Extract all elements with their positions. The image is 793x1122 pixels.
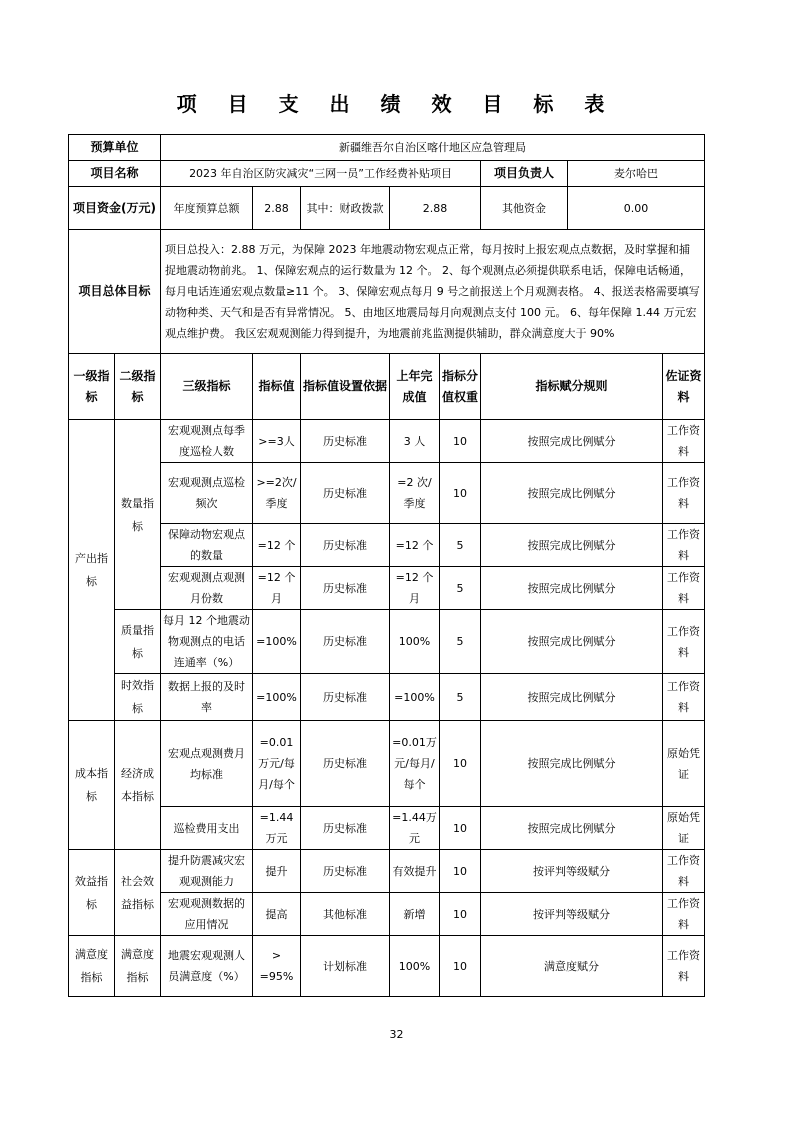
table-row <box>69 567 705 610</box>
indicator-last: 新增 <box>390 893 440 936</box>
indicator-evidence: 工作资料 <box>663 610 705 674</box>
col-rule: 指标赋分规则 <box>481 354 663 420</box>
indicator-rule: 按照完成比例赋分 <box>481 524 663 567</box>
indicator-value: =100% <box>253 610 301 674</box>
indicator-value: =1.44万元 <box>253 807 301 850</box>
indicator-weight: 10 <box>440 721 481 807</box>
indicator-name: 宏观观测点观测月份数 <box>161 567 253 610</box>
indicator-rule: 按照完成比例赋分 <box>481 463 663 524</box>
indicator-weight: 10 <box>440 936 481 997</box>
indicator-name: 地震宏观观测人员满意度（%） <box>161 936 253 997</box>
indicator-last: 100% <box>390 936 440 997</box>
table-row <box>69 420 705 463</box>
indicator-basis: 历史标准 <box>301 610 390 674</box>
indicator-basis: 历史标准 <box>301 721 390 807</box>
indicator-rule: 按照完成比例赋分 <box>481 610 663 674</box>
goal-text: 项目总投入：2.88 万元，为保障 2023 年地震动物宏观点正常，每月按时上报宏观点点数据，及时掌握和捕捉地震动物前兆。 1、保障宏观点的运行数量为 12 个。 2、每个观测点必须提供联系电话，保障电话畅通，每月电话连通宏观点数量≥11 个。 3、保障宏观点每月 9 号之前报送上个月观测表格。 4、报送表格需要填写动物种类、天气和是否有异常情况。 5、由地区地震局每月向观测点支付 100 元。 6、每年保障 1.44 万元宏观点维护费。 我区宏观观测能力得到提升，为地震前兆监测提供辅助，群众满意度大于 90% <box>161 230 705 354</box>
indicator-evidence: 工作资料 <box>663 936 705 997</box>
table-row <box>69 721 705 807</box>
table-row <box>69 674 705 721</box>
indicator-rule: 满意度赋分 <box>481 936 663 997</box>
indicator-value: =12 个 <box>253 524 301 567</box>
indicator-weight: 5 <box>440 610 481 674</box>
table-row <box>69 463 705 524</box>
category-satisfaction: 满意度指标 <box>69 936 115 997</box>
col-weight: 指标分值权重 <box>440 354 481 420</box>
indicator-value: >=3人 <box>253 420 301 463</box>
indicator-weight: 10 <box>440 850 481 893</box>
indicator-value: 提升 <box>253 850 301 893</box>
col-l2: 二级指标 <box>115 354 161 420</box>
category-cost: 成本指标 <box>69 721 115 850</box>
indicator-name: 宏观观测点巡检频次 <box>161 463 253 524</box>
other-value: 0.00 <box>568 187 705 230</box>
col-last: 上年完成值 <box>390 354 440 420</box>
unit-value: 新疆维吾尔自治区喀什地区应急管理局 <box>161 135 705 161</box>
page-title: 项 目 支 出 绩 效 目 标 表 <box>176 92 617 116</box>
indicator-weight: 10 <box>440 463 481 524</box>
page-number: 32 <box>389 1028 404 1041</box>
table-row <box>69 893 705 936</box>
indicator-rule: 按照完成比例赋分 <box>481 674 663 721</box>
table-row <box>69 610 705 674</box>
indicator-evidence: 工作资料 <box>663 567 705 610</box>
indicator-name: 数据上报的及时率 <box>161 674 253 721</box>
indicator-basis: 历史标准 <box>301 567 390 610</box>
category-benefit: 效益指标 <box>69 850 115 936</box>
indicator-weight: 5 <box>440 524 481 567</box>
indicator-last: =2 次/季度 <box>390 463 440 524</box>
indicator-evidence: 工作资料 <box>663 674 705 721</box>
indicator-weight: 5 <box>440 674 481 721</box>
table-row <box>69 850 705 893</box>
indicator-name: 宏观观测数据的应用情况 <box>161 893 253 936</box>
indicator-last: =12 个 <box>390 524 440 567</box>
indicator-rule: 按评判等级赋分 <box>481 893 663 936</box>
table-row <box>69 807 705 850</box>
indicator-evidence: 原始凭证 <box>663 721 705 807</box>
indicator-name: 宏观点观测费月均标准 <box>161 721 253 807</box>
indicator-rule: 按评判等级赋分 <box>481 850 663 893</box>
col-l3: 三级指标 <box>161 354 253 420</box>
leader-label: 项目负责人 <box>481 161 568 187</box>
indicator-weight: 10 <box>440 420 481 463</box>
indicator-weight: 10 <box>440 807 481 850</box>
indicator-evidence: 工作资料 <box>663 893 705 936</box>
indicator-last: =1.44万元 <box>390 807 440 850</box>
indicator-evidence: 工作资料 <box>663 463 705 524</box>
other-label: 其他资金 <box>481 187 568 230</box>
indicator-weight: 5 <box>440 567 481 610</box>
indicator-basis: 历史标准 <box>301 674 390 721</box>
indicator-last: 100% <box>390 610 440 674</box>
indicator-evidence: 工作资料 <box>663 420 705 463</box>
indicator-name: 宏观观测点每季度巡检人数 <box>161 420 253 463</box>
indicator-value: =12 个月 <box>253 567 301 610</box>
indicator-evidence: 原始凭证 <box>663 807 705 850</box>
category-satisfaction-sub: 满意度指标 <box>115 936 161 997</box>
indicator-name: 提升防震减灾宏观观测能力 <box>161 850 253 893</box>
category-economic-cost: 经济成本指标 <box>115 721 161 850</box>
category-timeliness: 时效指标 <box>115 674 161 721</box>
project-label: 项目名称 <box>69 161 161 187</box>
indicator-last: =100% <box>390 674 440 721</box>
table-row <box>69 524 705 567</box>
performance-table <box>68 134 704 984</box>
indicator-evidence: 工作资料 <box>663 850 705 893</box>
fiscal-label: 其中：财政拨款 <box>301 187 390 230</box>
indicator-basis: 历史标准 <box>301 850 390 893</box>
indicator-last: 有效提升 <box>390 850 440 893</box>
indicator-value: 提高 <box>253 893 301 936</box>
indicator-rule: 按照完成比例赋分 <box>481 567 663 610</box>
leader-value: 麦尔哈巴 <box>568 161 705 187</box>
unit-label: 预算单位 <box>69 135 161 161</box>
col-value: 指标值 <box>253 354 301 420</box>
indicator-last: 3 人 <box>390 420 440 463</box>
indicator-last: =12 个月 <box>390 567 440 610</box>
indicator-name: 保障动物宏观点的数量 <box>161 524 253 567</box>
indicator-basis: 历史标准 <box>301 524 390 567</box>
indicator-basis: 计划标准 <box>301 936 390 997</box>
indicator-last: =0.01万元/每月/每个 <box>390 721 440 807</box>
project-value: 2023 年自治区防灾减灾“三网一员”工作经费补贴项目 <box>161 161 481 187</box>
indicator-value: =0.01万元/每月/每个 <box>253 721 301 807</box>
indicator-name: 每月 12 个地震动物观测点的电话连通率（%） <box>161 610 253 674</box>
indicator-rule: 按照完成比例赋分 <box>481 807 663 850</box>
col-evidence: 佐证资料 <box>663 354 705 420</box>
col-basis: 指标值设置依据 <box>301 354 390 420</box>
category-quantity: 数量指标 <box>115 420 161 610</box>
indicator-evidence: 工作资料 <box>663 524 705 567</box>
col-l1: 一级指标 <box>69 354 115 420</box>
table-row <box>69 936 705 997</box>
indicator-rule: 按照完成比例赋分 <box>481 721 663 807</box>
indicator-rule: 按照完成比例赋分 <box>481 420 663 463</box>
goal-label: 项目总体目标 <box>69 230 161 354</box>
indicator-basis: 历史标准 <box>301 463 390 524</box>
annual-value: 2.88 <box>253 187 301 230</box>
indicator-value: >=2次/季度 <box>253 463 301 524</box>
indicator-value: =100% <box>253 674 301 721</box>
category-output: 产出指标 <box>69 420 115 721</box>
category-quality: 质量指标 <box>115 610 161 674</box>
category-social-benefit: 社会效益指标 <box>115 850 161 936</box>
fiscal-value: 2.88 <box>390 187 481 230</box>
indicator-basis: 历史标准 <box>301 807 390 850</box>
indicator-weight: 10 <box>440 893 481 936</box>
funds-label: 项目资金(万元) <box>69 187 161 230</box>
indicator-value: > =95% <box>253 936 301 997</box>
indicator-name: 巡检费用支出 <box>161 807 253 850</box>
annual-label: 年度预算总额 <box>161 187 253 230</box>
indicator-basis: 历史标准 <box>301 420 390 463</box>
indicator-basis: 其他标准 <box>301 893 390 936</box>
